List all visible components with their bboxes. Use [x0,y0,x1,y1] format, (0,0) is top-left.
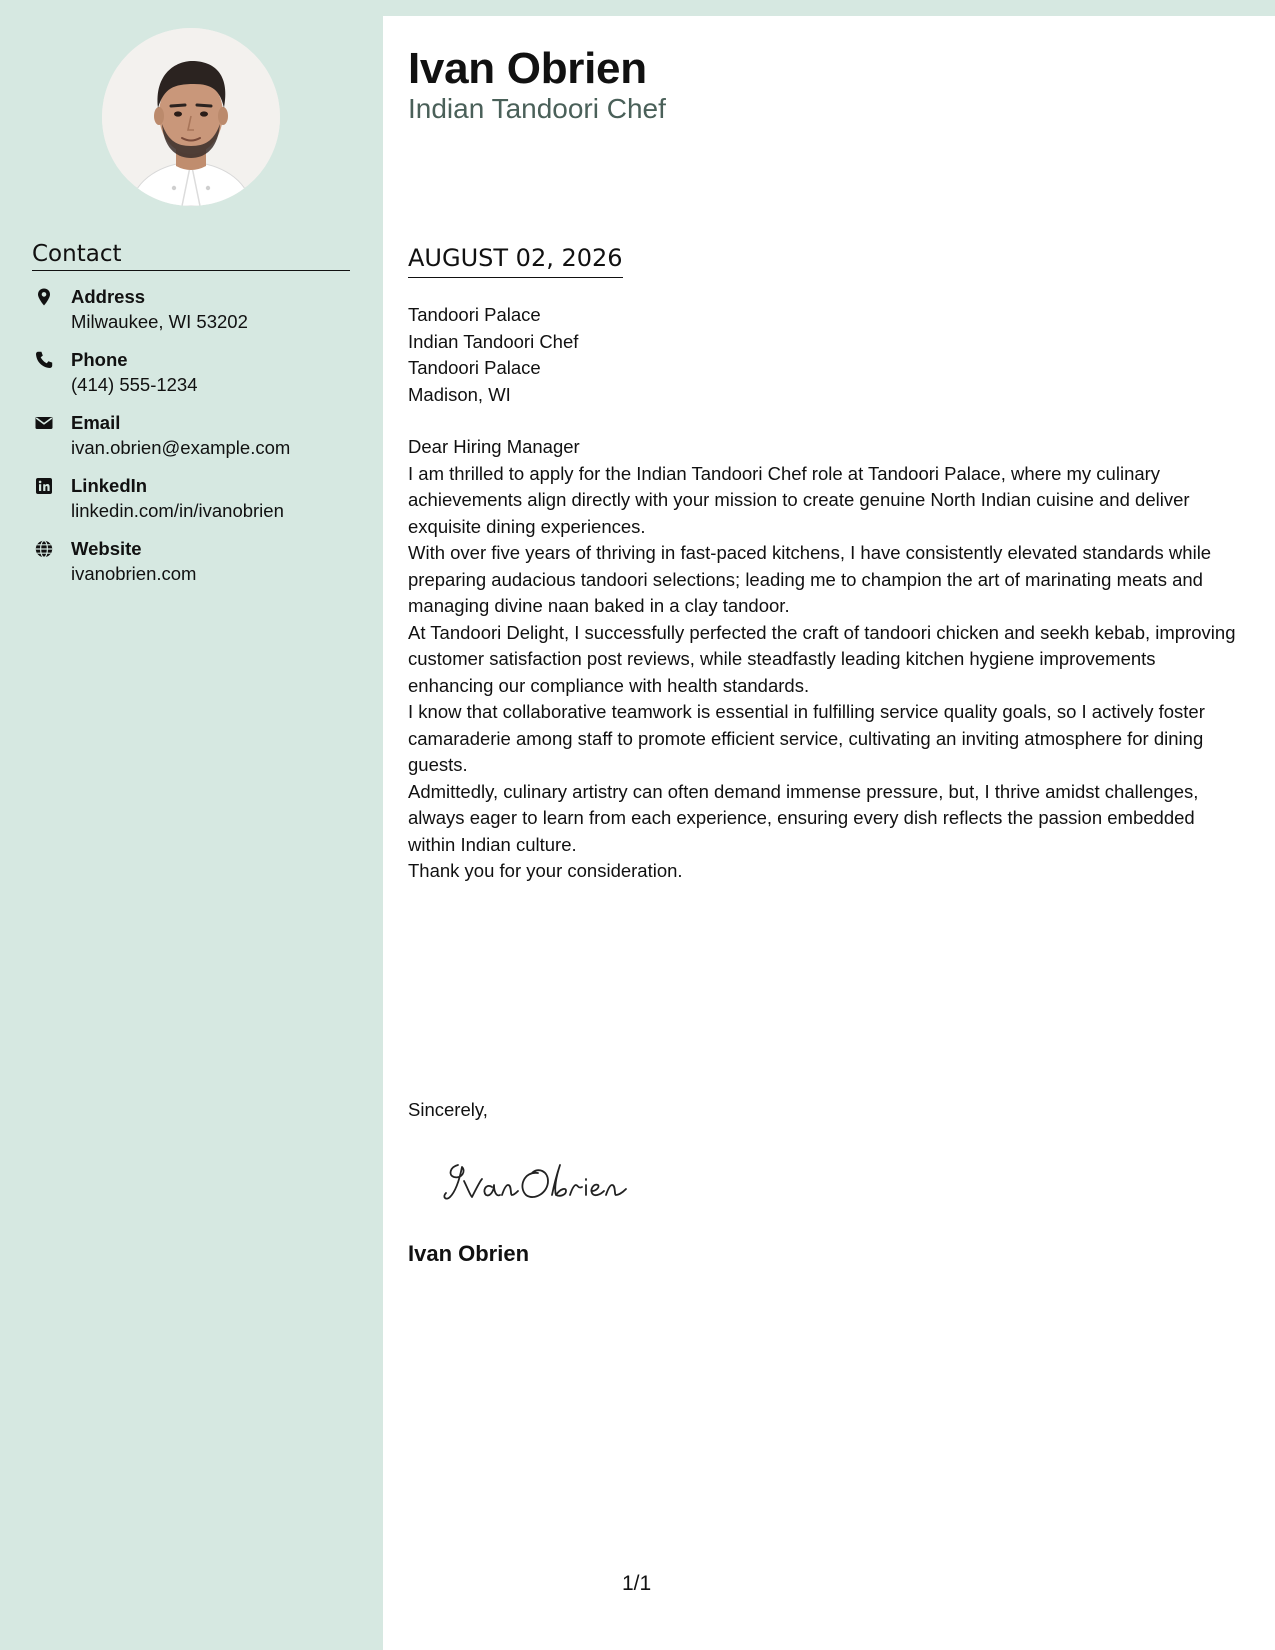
envelope-icon [34,413,54,433]
globe-icon [34,539,54,559]
phone-value: (414) 555-1234 [71,374,198,395]
contact-label: Phone [71,349,128,370]
letter-date: AUGUST 02, 2026 [408,243,623,278]
contact-item-linkedin [32,473,362,536]
body-paragraph: I know that collaborative teamwork is essential in fulfilling service quality goals, so I actively foster camaraderie among staff to promote efficient service, cultivating an inviting atmosphere for dining guests. [408,701,1205,775]
body-paragraph: With over five years of thriving in fast-paced kitchens, I have consistently elevated standards while preparing audacious tandoori selections; leading me to champion the art of marinating meats and managing divine naan baked in a clay tandoor. [408,542,1212,616]
contact-list [32,284,362,599]
contact-label: Address [71,286,146,307]
phone-icon [34,350,54,370]
applicant-name: Ivan Obrien [408,44,647,93]
contact-label: LinkedIn [71,475,148,496]
body-paragraph: I am thrilled to apply for the Indian Tandoori Chef role at Tandoori Palace, where my culinary achievements align directly with your mission to create genuine North Indian cuisine and deliver exquisite dining experiences. [408,462,1190,537]
linkedin-value: linkedin.com/in/ivanobrien [71,500,284,521]
email-value: ivan.obrien@example.com [71,437,291,458]
letter-body [408,302,1238,885]
page-number: 1/1 [622,1572,652,1595]
closing: Sincerely, [408,1099,488,1120]
contact-item-website [32,536,362,599]
linkedin-icon [34,476,54,496]
job-title: Indian Tandoori Chef [408,93,666,124]
recipient-line: Tandoori Palace [408,304,541,325]
contact-item-email [32,410,362,473]
contact-label: Website [71,538,142,559]
salutation: Dear Hiring Manager [408,436,580,457]
avatar [102,28,280,206]
recipient-line: Indian Tandoori Chef [408,330,579,352]
recipient-line: Tandoori Palace [408,357,541,378]
signer-name: Ivan Obrien [408,1241,530,1266]
contact-label: Email [71,412,121,433]
recipient-block [408,302,1238,408]
location-pin-icon [34,287,54,307]
contact-item-address [32,284,362,347]
portrait-photo [102,28,280,206]
website-value: ivanobrien.com [71,563,197,584]
contact-heading: Contact [32,240,350,271]
body-paragraph: At Tandoori Delight, I successfully perfected the craft of tandoori chicken and seekh kebab, improving customer satisfaction post reviews, while steadfastly leading kitchen hygiene improvements enhancing our compliance with health standards. [408,621,1236,696]
handwritten-signature [440,1153,640,1213]
thank-you-line: Thank you for your consideration. [408,860,683,881]
recipient-line: Madison, WI [408,383,511,405]
address-value: Milwaukee, WI 53202 [71,311,248,332]
contact-item-phone [32,347,362,410]
sidebar [0,0,383,1650]
body-paragraph: Admittedly, culinary artistry can often demand immense pressure, but, I thrive amidst challenges, always eager to learn from each experience, ensuring every dish reflects the passion embedded within Indian culture. [408,780,1199,855]
